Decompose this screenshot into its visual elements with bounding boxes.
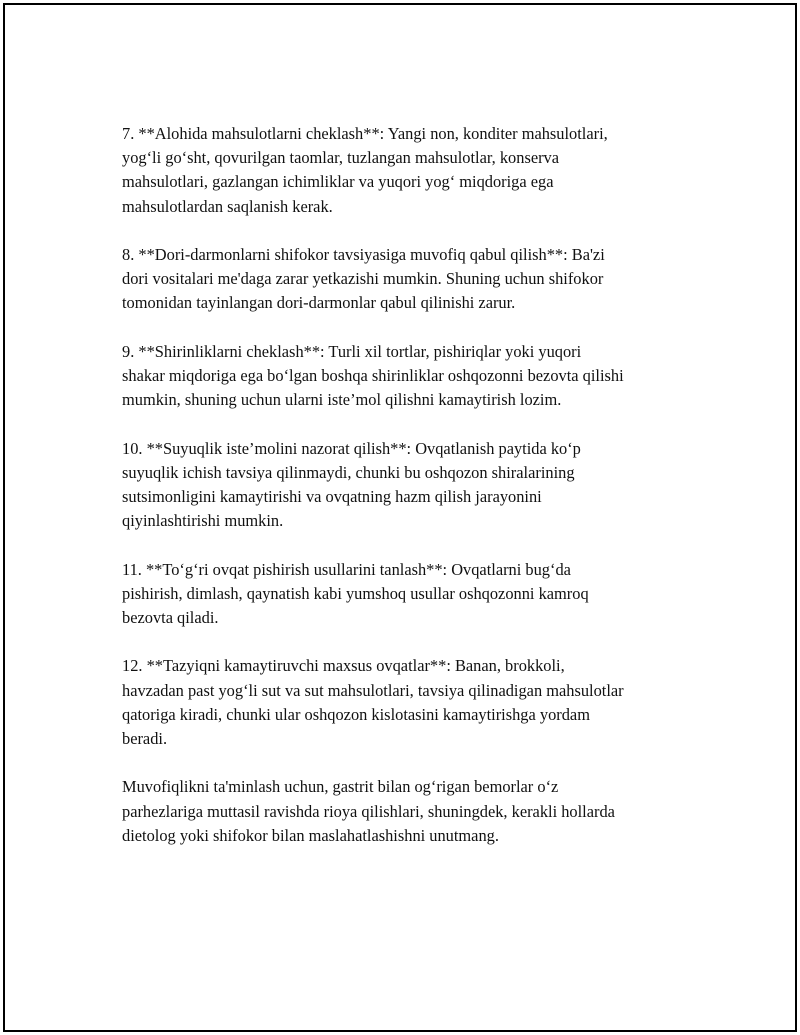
paragraph-item-7 bbox=[122, 122, 692, 219]
text-line: suyuqlik ichish tavsiya qilinmaydi, chunki bu oshqozon shiralarining bbox=[122, 462, 575, 482]
text-line: tomonidan tayinlangan dori-darmonlar qabul qilinishi zarur. bbox=[122, 293, 516, 313]
text-line: mahsulotlardan saqlanish kerak. bbox=[122, 196, 333, 216]
text-line: Muvofiqlikni ta'minlash uchun, gastrit bilan og‘rigan bemorlar o‘z bbox=[122, 777, 559, 797]
text-line: yog‘li go‘sht, qovurilgan taomlar, tuzlangan mahsulotlar, konserva bbox=[122, 148, 560, 168]
text-line: pishirish, dimlash, qaynatish kabi yumshoq usullar oshqozonni kamroq bbox=[122, 583, 589, 603]
document-body bbox=[122, 122, 692, 872]
text-line: beradi. bbox=[122, 729, 168, 748]
text-line: mumkin, shuning uchun ularni iste’mol qilishni kamaytirish lozim. bbox=[122, 390, 562, 410]
paragraph-item-11 bbox=[122, 558, 692, 631]
paragraph-item-10 bbox=[122, 437, 692, 534]
text-line: 7. **Alohida mahsulotlarni cheklash**: Yangi non, konditer mahsulotlari, bbox=[122, 124, 608, 143]
paragraph-item-12 bbox=[122, 654, 692, 751]
text-line: parhezlariga muttasil ravishda rioya qilishlari, shuningdek, kerakli hollarda bbox=[122, 801, 615, 821]
text-line: shakar miqdoriga ega bo‘lgan boshqa shirinliklar oshqozonni bezovta qilishi bbox=[122, 366, 624, 385]
text-line: mahsulotlari, gazlangan ichimliklar va yuqori yog‘ miqdoriga ega bbox=[122, 172, 554, 192]
text-line: 11. **To‘g‘ri ovqat pishirish usullarini tanlash**: Ovqatlarni bug‘da bbox=[122, 559, 571, 579]
text-line: 10. **Suyuqlik iste’molini nazorat qilish**: Ovqatlanish paytida ko‘p bbox=[122, 438, 581, 458]
text-line: sutsimonligini kamaytirishi va ovqatning hazm qilish jarayonini bbox=[122, 487, 542, 506]
paragraph-item-8 bbox=[122, 243, 692, 316]
text-line: 9. **Shirinliklarni cheklash**: Turli xil tortlar, pishiriqlar yoki yuqori bbox=[122, 341, 582, 361]
text-line: qatoriga kiradi, chunki ular oshqozon kislotasini kamaytirishga yordam bbox=[122, 704, 590, 724]
text-line: dori vositalari me'daga zarar yetkazishi mumkin. Shuning uchun shifokor bbox=[122, 269, 604, 289]
text-line: bezovta qiladi. bbox=[122, 608, 219, 627]
text-line: havzadan past yog‘li sut va sut mahsulotlari, tavsiya qilinadigan mahsulotlar bbox=[122, 680, 624, 700]
page-border bbox=[3, 3, 797, 1032]
paragraph-item-9 bbox=[122, 340, 692, 413]
text-line: qiyinlashtirishi mumkin. bbox=[122, 511, 284, 531]
text-line: dietolog yoki shifokor bilan maslahatlashishni unutmang. bbox=[122, 825, 499, 845]
text-line: 8. **Dori-darmonlarni shifokor tavsiyasiga muvofiq qabul qilish**: Ba'zi bbox=[122, 245, 605, 264]
text-line: 12. **Tazyiqni kamaytiruvchi maxsus ovqatlar**: Banan, brokkoli, bbox=[122, 656, 565, 676]
paragraph-conclusion bbox=[122, 775, 692, 848]
